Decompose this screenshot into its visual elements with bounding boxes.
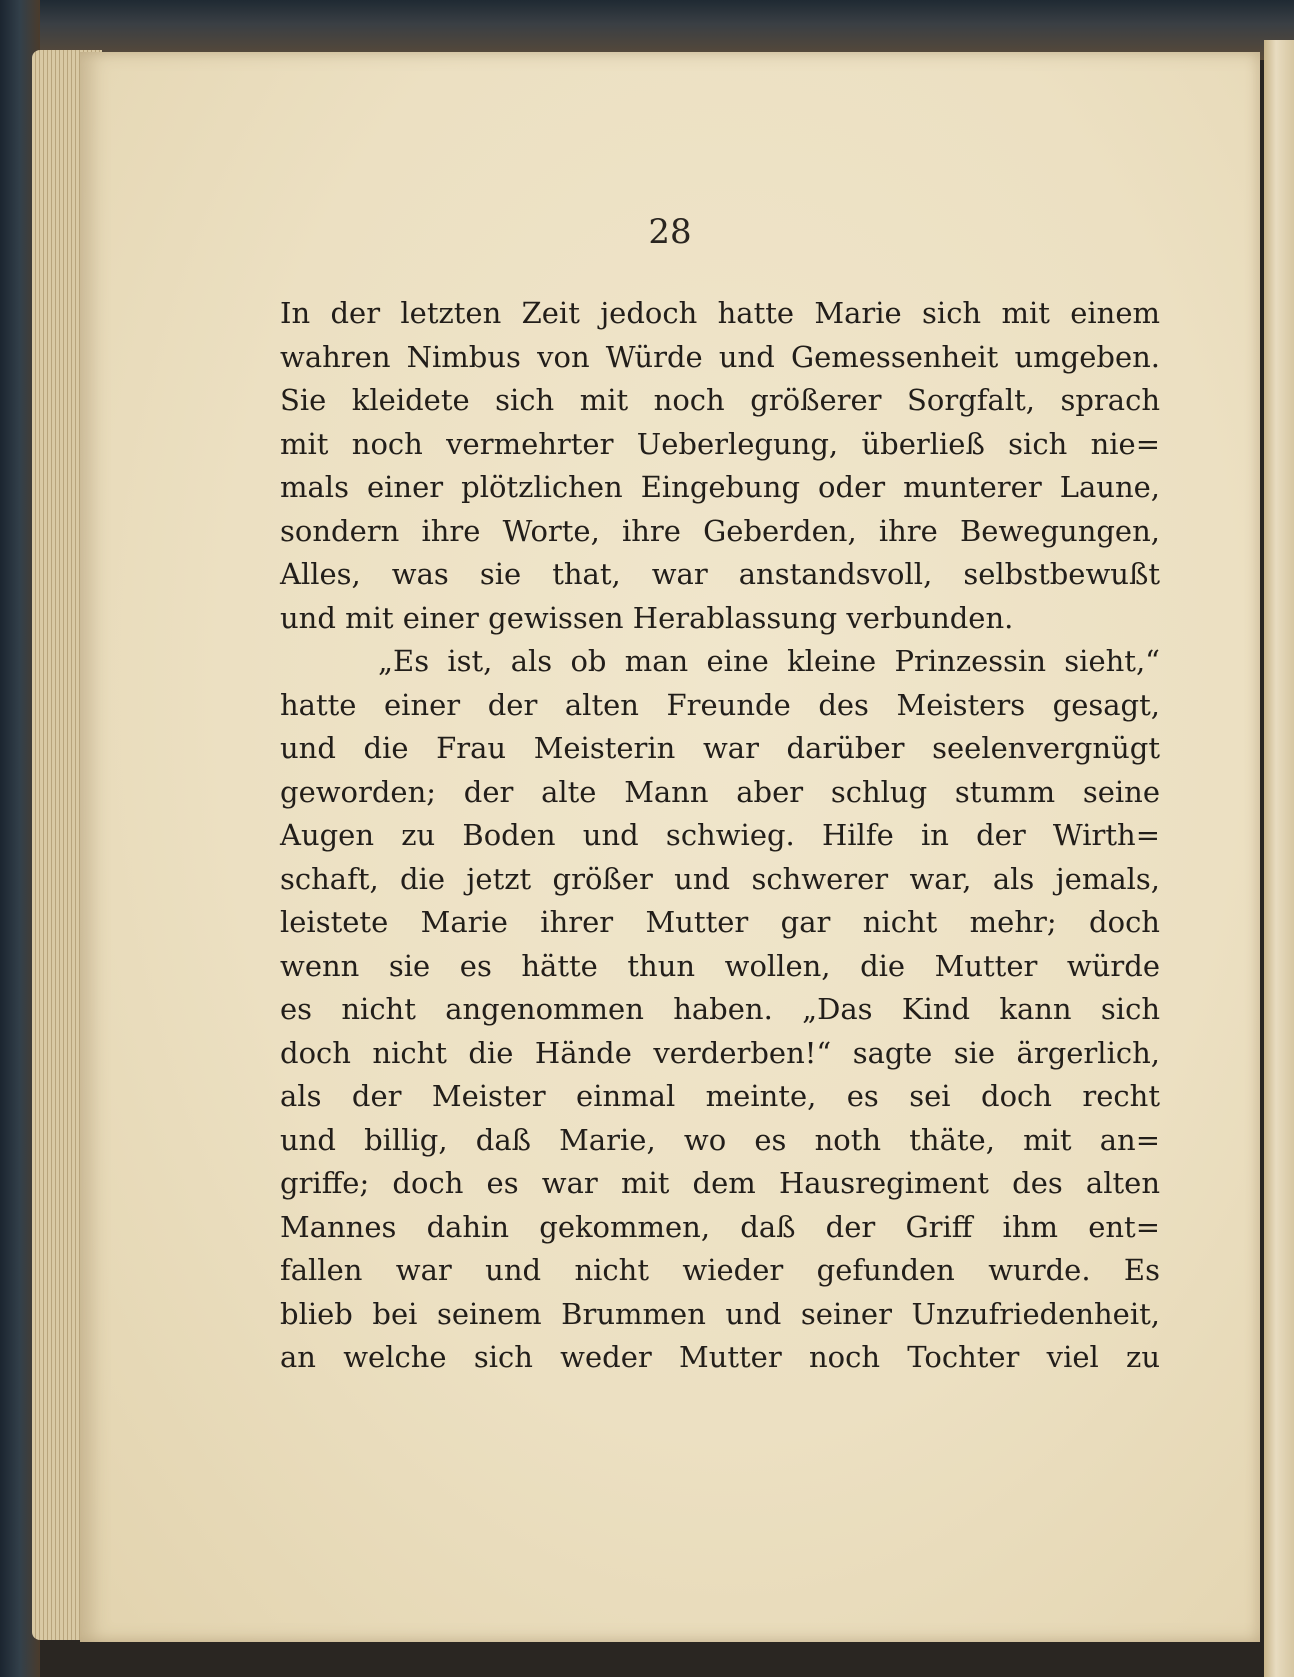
text-line: mals einer plötzlichen Eingebung oder munterer Laune, bbox=[280, 470, 1160, 504]
text-line: Sie kleidete sich mit noch größerer Sorgfalt, sprach bbox=[280, 383, 1160, 417]
text-line: fallen war und nicht wieder gefunden wurde. Es bbox=[280, 1253, 1160, 1287]
book-binding-top bbox=[0, 0, 1294, 60]
text-line: leistete Marie ihrer Mutter gar nicht mehr; doch bbox=[280, 905, 1160, 939]
text-line: wahren Nimbus von Würde und Gemessenheit umgeben. bbox=[280, 339, 1160, 374]
text-line: In der letzten Zeit jedoch hatte Marie sich mit einem bbox=[280, 296, 1160, 330]
text-line: es nicht angenommen haben. „Das Kind kann sich bbox=[280, 992, 1160, 1026]
text-line: geworden; der alte Mann aber schlug stumm seine bbox=[280, 774, 1160, 809]
text-line: „Es ist, als ob man eine kleine Prinzessin sieht,“ bbox=[378, 644, 1160, 678]
page-number: 28 bbox=[648, 212, 692, 252]
text-line: und mit einer gewissen Herablassung verbunden. bbox=[280, 600, 1014, 635]
text-line: sondern ihre Worte, ihre Geberden, ihre Bewegungen, bbox=[280, 513, 1160, 548]
text-line: schaft, die jetzt größer und schwerer war, als jemals, bbox=[280, 861, 1160, 896]
text-line: doch nicht die Hände verderben!“ sagte sie ärgerlich, bbox=[280, 1035, 1160, 1070]
facing-page-edge bbox=[1264, 40, 1294, 1677]
text-line: blieb bei seinem Brummen und seiner Unzufriedenheit, bbox=[280, 1296, 1160, 1331]
text-line: Mannes dahin gekommen, daß der Griff ihm ent= bbox=[280, 1209, 1160, 1244]
text-line: und die Frau Meisterin war darüber seelenvergnügt bbox=[280, 731, 1160, 765]
text-line: hatte einer der alten Freunde des Meisters gesagt, bbox=[280, 687, 1160, 722]
text-line: an welche sich weder Mutter noch Tochter viel zu bbox=[280, 1340, 1160, 1374]
text-line: Augen zu Boden und schwieg. Hilfe in der Wirth= bbox=[280, 818, 1160, 852]
body-text bbox=[280, 292, 1160, 1380]
book-page bbox=[80, 52, 1260, 1642]
text-line: wenn sie es hätte thun wollen, die Mutter würde bbox=[280, 948, 1160, 983]
text-line: Alles, was sie that, war anstandsvoll, selbstbewußt bbox=[280, 557, 1160, 591]
text-line: griffe; doch es war mit dem Hausregiment des alten bbox=[280, 1166, 1160, 1200]
text-line: und billig, daß Marie, wo es noth thäte, mit an= bbox=[280, 1122, 1160, 1157]
text-line: als der Meister einmal meinte, es sei doch recht bbox=[280, 1079, 1160, 1113]
text-line: mit noch vermehrter Ueberlegung, überließ sich nie= bbox=[280, 426, 1160, 461]
